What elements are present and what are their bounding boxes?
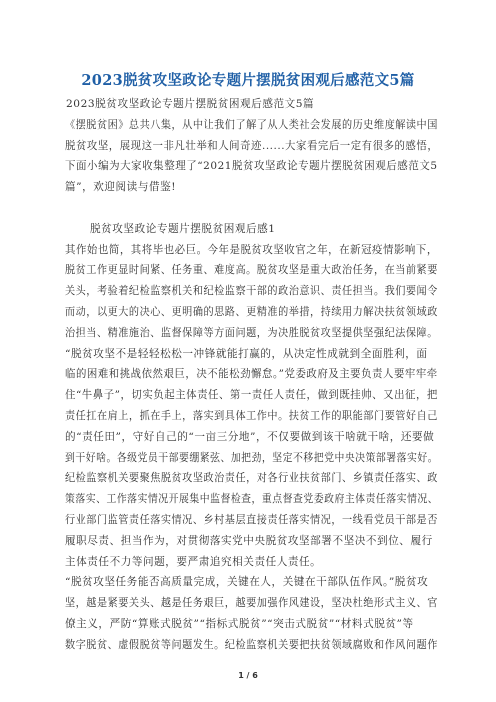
body-line: 的“责任田”，守好自己的“一亩三分地”，不仅要做到该干啥就干啥，还要做 xyxy=(65,430,435,443)
intro-line: 脱贫攻坚，展现这一非凡壮举和人间奇迹......大家看完后一定有很多的感悟， xyxy=(65,139,439,152)
body-line: 关头，考验着纪检监察机关和纪检监察干部的政治意识、责任担当。我们要闻令 xyxy=(65,285,438,298)
body-line: 行业部门监管责任落实情况、乡村基层直接责任落实情况，一线看党员干部是否 xyxy=(65,514,438,526)
body-line: 而动，以更大的决心、更明确的思路、更精准的举措，持续用力解决扶贫领域政 xyxy=(65,306,438,318)
intro-line: 《摆脱贫困》总共八集，从中让我们了解了从人类社会发展的历史维度解读中国 xyxy=(65,118,438,131)
body-line: 履职尽责、担当作为，对贯彻落实党中央脱贫攻坚部署不坚决不到位、履行 xyxy=(65,534,433,547)
body-line: 数字脱贫、虚假脱贫等问题发生。纪检监察机关要把扶贫领域腐败和作风问题作 xyxy=(65,638,438,651)
body-line: 其作始也简，其将毕也必巨。今年是脱贫攻坚收官之年，在新冠疫情影响下， xyxy=(65,243,438,256)
body-line: 治担当、精准施治、监督保障等方面问题，为决胜脱贫攻坚提供坚强纪法保障。 xyxy=(65,326,438,339)
body-line: 到干好啥。各级党员干部要绷紧弦、加把劲，坚定不移把党中央决策部署落实好。 xyxy=(65,451,439,464)
body-line: 主体责任不力等问题，要严肃追究相关责任人责任。 xyxy=(65,555,322,568)
body-line: 住“牛鼻子”，切实负起主体责任、第一责任人责任，做到既挂帅、又出征，把 xyxy=(65,389,438,402)
body-line: 僚主义，严防“算账式脱贫”“指标式脱贫”“突击式脱贫”“材料式脱贫”等 xyxy=(65,618,414,630)
document-title: 2023脱贫攻坚政论专题片摆脱贫困观后感范文5篇 xyxy=(81,72,415,89)
body-line: “脱贫攻坚不是轻轻松松一冲锋就能打赢的，从决定性成就到全面胜利，面 xyxy=(65,347,428,360)
page-indicator: 1 / 6 xyxy=(238,671,258,680)
body-line: “脱贫攻坚任务能否高质量完成，关键在人，关键在干部队伍作风。”脱贫攻 xyxy=(65,576,429,589)
body-line: 策落实、工作落实情况开展集中监督检查，重点督查党委政府主体责任落实情况、 xyxy=(65,493,439,506)
section-heading: 脱贫攻坚政论专题片摆脱贫困观后感1 xyxy=(90,222,276,235)
intro-line: 下面小编为大家收集整理了“2021脱贫攻坚政论专题片摆脱贫困观后感范文5 xyxy=(65,160,438,173)
intro-line: 篇”，欢迎阅读与借鉴! xyxy=(65,181,177,194)
body-line: 坚，越是紧要关头、越是任务艰巨，越要加强作风建设，坚决杜绝形式主义、官 xyxy=(65,597,438,610)
body-line: 临的困难和挑战依然艰巨，决不能松劲懈怠。”党委政府及主要负责人要牢牢牵 xyxy=(65,368,438,381)
body-line: 脱贫工作更显时间紧、任务重、难度高。脱贫攻坚是重大政治任务，在当前紧要 xyxy=(65,264,438,277)
document-subtitle: 2023脱贫攻坚政论专题片摆脱贫困观后感范文5篇 xyxy=(66,98,315,110)
body-line: 纪检监察机关要聚焦脱贫攻坚政治责任，对各行业扶贫部门、乡镇责任落实、政 xyxy=(65,472,438,485)
body-line: 责任扛在肩上，抓在手上，落实到具体工作中。扶贫工作的职能部门要管好自己 xyxy=(65,410,438,422)
